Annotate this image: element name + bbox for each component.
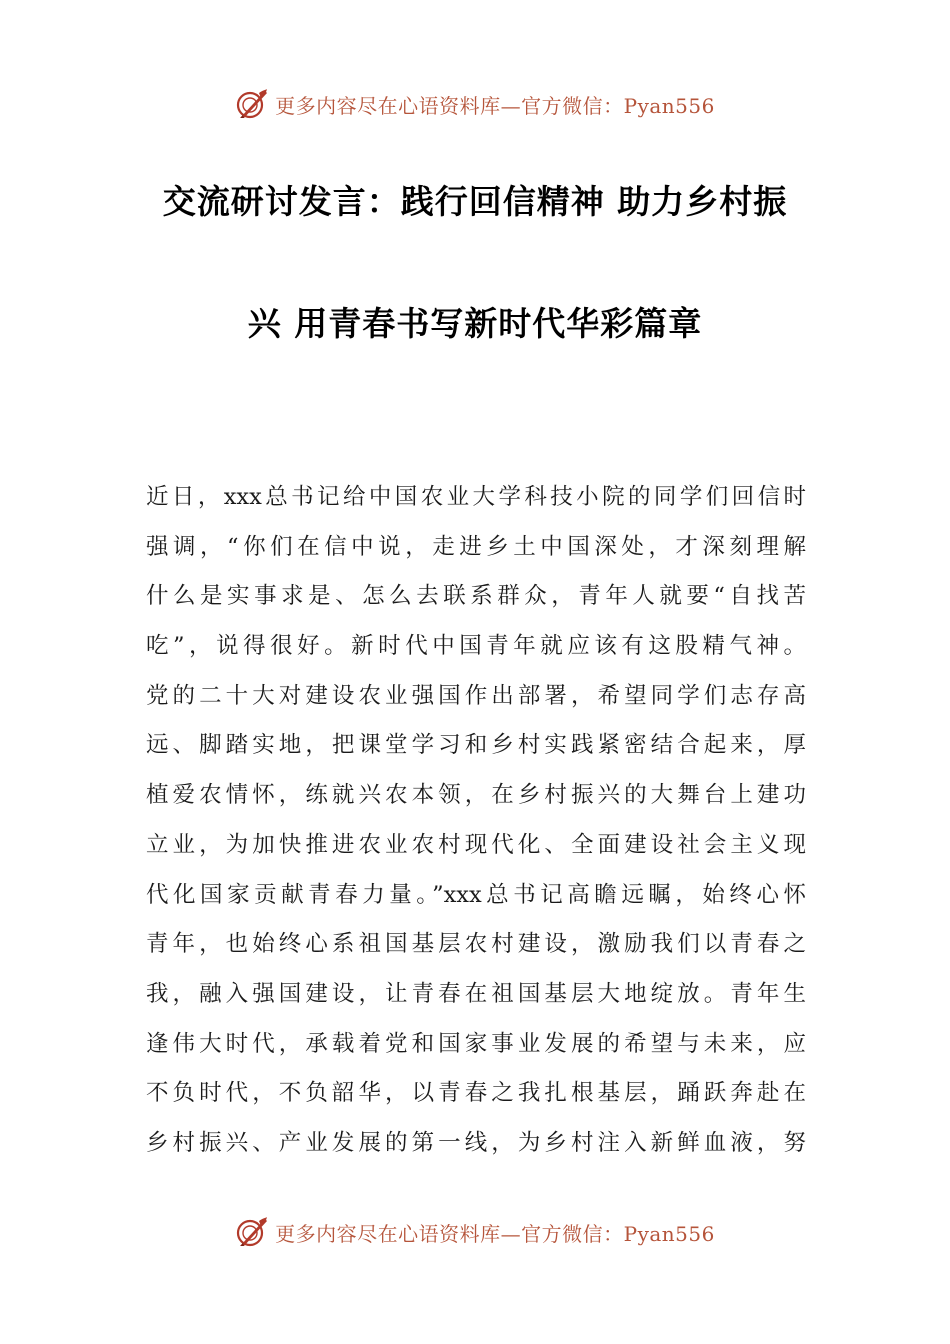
footer-banner [0,1212,950,1252]
body-paragraph [146,473,806,1169]
body-line: 我，融入强国建设，让青春在祖国基层大地绽放。青年生 [146,980,806,1007]
body-line: 近日，xxx总书记给中国农业大学科技小院的同学们回信时 [146,484,806,510]
quill-pen-logo-icon [235,1215,269,1249]
header-banner [0,84,950,124]
document-title-line-2: 兴 用青春书写新时代华彩篇章 [247,304,703,343]
body-line: 不负时代，不负韶华，以青春之我扎根基层，踊跃奔赴在 [146,1080,806,1107]
body-line: 什么是实事求是、怎么去联系群众，青年人就要“自找苦 [146,583,806,610]
body-line: 强调，“你们在信中说，走进乡土中国深处，才深刻理解 [146,533,806,560]
body-line: 远、脚踏实地，把课堂学习和乡村实践紧密结合起来，厚 [146,732,806,759]
body-line: 植爱农情怀，练就兴农本领，在乡村振兴的大舞台上建功 [146,782,806,809]
body-line: 党的二十大对建设农业强国作出部署，希望同学们志存高 [146,682,806,709]
footer-banner-text: 更多内容尽在心语资料库—官方微信：Pyan556 [275,1221,715,1246]
body-line: 立业，为加快推进农业农村现代化、全面建设社会主义现 [146,831,806,858]
body-line: 青年，也始终心系祖国基层农村建设，激励我们以青春之 [146,931,806,958]
quill-pen-logo-icon [235,87,269,121]
body-line: 代化国家贡献青春力量。”xxx总书记高瞻远瞩，始终心怀 [146,881,806,908]
document-title-line-1: 交流研讨发言：践行回信精神 助力乡村振 [162,182,788,221]
body-line: 乡村振兴、产业发展的第一线，为乡村注入新鲜血液，努 [146,1129,806,1156]
header-banner-text: 更多内容尽在心语资料库—官方微信：Pyan556 [275,93,715,118]
body-line: 逢伟大时代，承载着党和国家事业发展的希望与未来，应 [146,1030,806,1057]
body-line: 吃”，说得很好。新时代中国青年就应该有这股精气神。 [146,633,806,660]
